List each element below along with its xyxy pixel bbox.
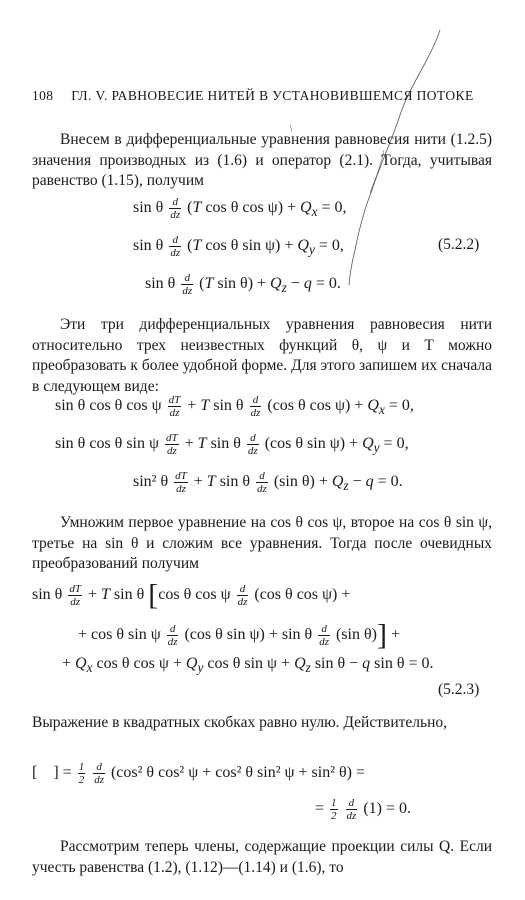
- paragraph-multiply: [32, 513, 492, 575]
- equation-expanded-a: sin θ cos θ cos ψ $\frac{dT}{dz}$ + T sin θ $\frac{d}{dz}$ (cos θ $\cos \psi) + Q_x = 0$,: [55, 394, 414, 419]
- page-number: 108: [32, 88, 54, 103]
- fraction-d-dz: $\frac{d}{dz}$: [346, 797, 357, 822]
- equation-5-2-3-b: + cos θ sin ψ $\frac{d}{dz}$ (cos θ sin ψ) + sin θ $\frac{d}{dz}$ (sin θ)] +: [78, 618, 400, 652]
- fraction-dT-dz: $\frac{dT}{dz}$: [69, 583, 81, 608]
- equation-5-2-2-a: sin θ $\frac{d}{dz}$ (T cos θ $\cos \psi) + Q_x = 0$,: [133, 196, 347, 221]
- paragraph-consider: [32, 837, 492, 878]
- fraction-d-dz: $\frac{d}{dz}$: [237, 583, 248, 608]
- fraction-dT-dz: $\frac{dT}{dz}$: [166, 432, 178, 457]
- fraction-dT-dz: $\frac{dT}{dz}$: [175, 470, 187, 495]
- equation-expanded-c: sin² θ $\frac{dT}{dz}$ + T sin θ $\frac{d}{dz}$ (sin $\theta) + Q_z - q = 0$.: [133, 470, 403, 495]
- paragraph-consider-text: Рассмотрим теперь члены, содержащие проекции силы Q. Если учесть равенства (1.2), (1.12)—(1.14) и (1.6), то: [32, 838, 492, 876]
- equation-5-2-2-b: sin θ $\frac{d}{dz}$ (T cos θ $\sin \psi) + Q_y = 0$,: [133, 234, 344, 259]
- equation-5-2-2-c: sin θ $\frac{d}{dz}$ (T $\sin \theta) + Q_z - q = 0$.: [145, 272, 341, 297]
- fraction-d-dz: $\frac{d}{dz}$: [94, 761, 104, 786]
- equation-number-5-2-3: (5.2.3): [438, 681, 480, 698]
- equation-bracket-b: = $\frac{1}{2}$ $\frac{d}{dz}$ (1) = 0.: [315, 797, 411, 822]
- running-header: [32, 88, 492, 104]
- fraction-d-dz: $\frac{d}{dz}$: [250, 394, 261, 419]
- equation-number-5-2-2: (5.2.2): [438, 236, 480, 253]
- fraction-dT-dz: $\frac{dT}{dz}$: [168, 394, 181, 419]
- fraction-d-dz: $\frac{d}{dz}$: [319, 623, 329, 648]
- fraction-d-dz: $\frac{d}{dz}$: [247, 432, 258, 457]
- equation-5-2-3-a: sin θ $\frac{dT}{dz}$ + T sin θ [cos θ cos ψ $\frac{d}{dz}$ (cos θ cos ψ) +: [32, 578, 351, 612]
- paragraph-three-equations-text: Эти три дифференциальных уравнения равновесия нити относительно трех неизвестных функций θ, ψ и T можно преобразовать к более удобной форме. Для этого запишем их сначала в следующем виде:: [32, 316, 492, 395]
- fraction-d-dz: $\frac{d}{dz}$: [170, 234, 181, 259]
- fraction-one-half: $\frac{1}{2}$: [78, 761, 85, 786]
- equation-bracket-a: [ ] = $\frac{1}{2}$ $\frac{d}{dz}$ (cos² θ cos² ψ + cos² θ sin² ψ + sin² θ) =: [32, 761, 366, 786]
- fraction-d-dz: $\frac{d}{dz}$: [182, 272, 193, 297]
- paragraph-intro: [32, 130, 492, 192]
- running-title: ГЛ. V. РАВНОВЕСИЕ НИТЕЙ В УСТАНОВИВШЕМСЯ ПОТОКЕ: [71, 88, 474, 103]
- paragraph-multiply-text: Умножим первое уравнение на cos θ cos ψ, второе на cos θ sin ψ, третье на sin θ и сложим все уравнения. Тогда после очевидных преобразований получим: [32, 514, 492, 572]
- equation-expanded-b: sin θ cos θ sin ψ $\frac{dT}{dz}$ + T sin θ $\frac{d}{dz}$ (cos θ $\sin \psi) + Q_y = 0$,: [55, 432, 409, 457]
- paragraph-three-equations: [32, 315, 492, 397]
- paragraph-brackets: [32, 713, 492, 734]
- paragraph-intro-text: Внесем в дифференциальные уравнения равновесия нити (1.2.5) значения производных из (1.6) и оператор (2.1). Тогда, учитывая равенство (1.15), получим: [32, 131, 492, 189]
- fraction-d-dz: $\frac{d}{dz}$: [167, 623, 178, 648]
- fraction-d-dz: $\frac{d}{dz}$: [170, 196, 181, 221]
- equation-5-2-3-c: + $Q_x$ cos θ $\cos \psi + Q_y$ cos θ $\sin \psi + Q_z$ sin θ − q sin θ = 0.: [62, 655, 434, 676]
- fraction-one-half: $\frac{1}{2}$: [331, 797, 337, 822]
- fraction-d-dz: $\frac{d}{dz}$: [257, 470, 267, 495]
- paragraph-brackets-text: Выражение в квадратных скобках равно нулю. Действительно,: [32, 714, 447, 731]
